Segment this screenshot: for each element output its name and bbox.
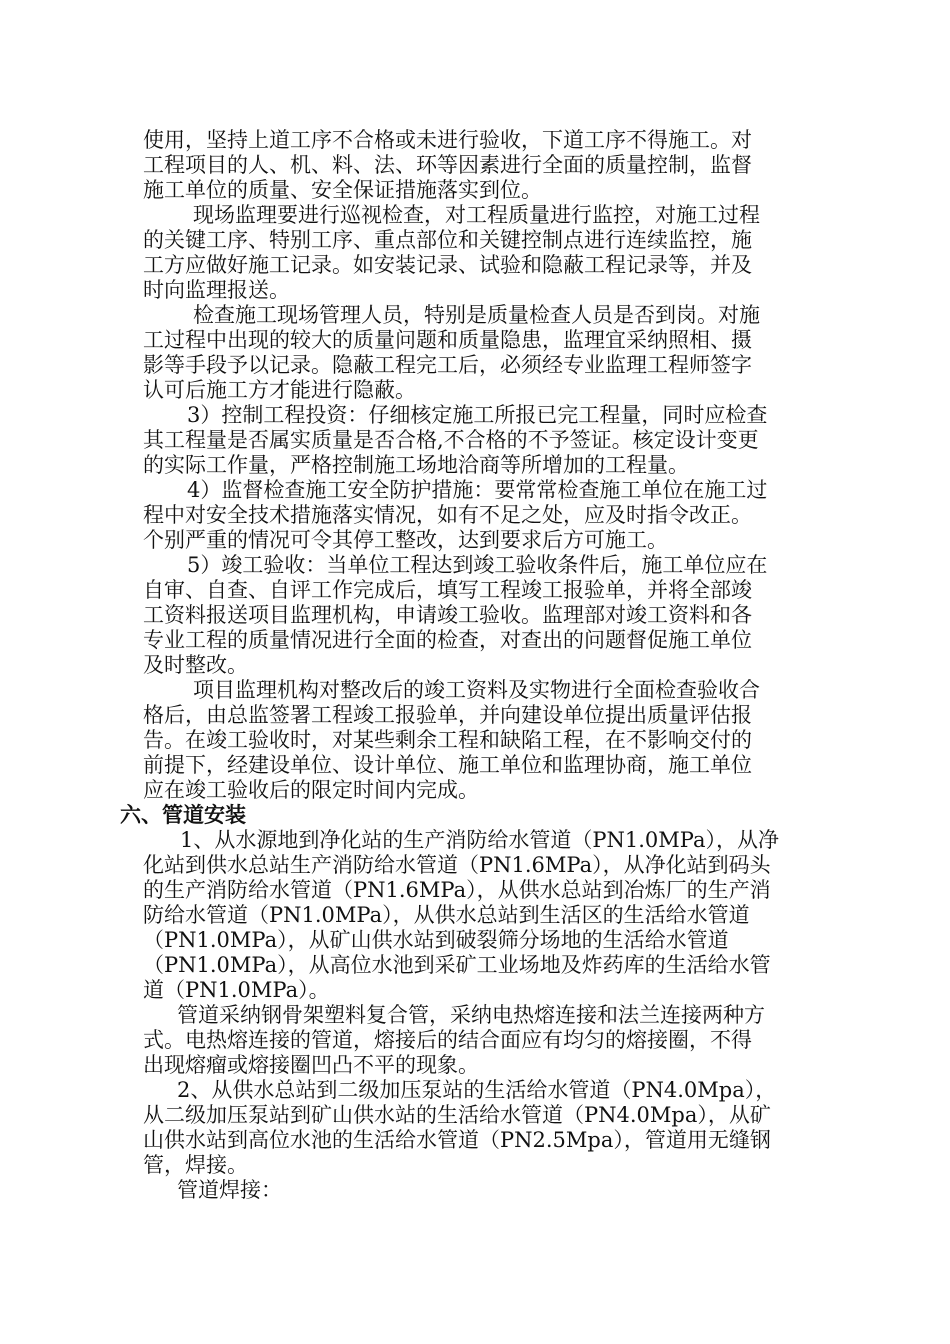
body-text-line: 2、从供水总站到二级加压泵站的生活给水管道（PN4.0Mpa）， [177, 1078, 777, 1102]
body-text-line: 化站到供水总站生产消防给水管道（PN1.6MPa），从净化站到码头 [143, 853, 771, 877]
body-text-line: 的生产消防给水管道（PN1.6MPa），从供水总站到冶炼厂的生产消 [143, 878, 771, 902]
body-text-line: 道（PN1.0MPa）。 [143, 978, 330, 1002]
body-text-line: 4）监督检查施工安全防护措施：要常常检查施工单位在施工过 [187, 478, 768, 502]
body-text-line: 项目监理机构对整改后的竣工资料及实物进行全面检查验收合 [193, 678, 760, 702]
body-text-line: 使用，坚持上道工序不合格或未进行验收，下道工序不得施工。对 [143, 128, 752, 152]
body-text-line: 工资料报送项目监理机构，申请竣工验收。监理部对竣工资料和各 [143, 603, 752, 627]
body-text-line: 从二级加压泵站到矿山供水站的生活给水管道（PN4.0Mpa），从矿 [143, 1103, 771, 1127]
body-text-line: 5）竣工验收：当单位工程达到竣工验收条件后，施工单位应在 [187, 553, 768, 577]
body-text-line: 出现熔瘤或熔接圈凹凸不平的现象。 [143, 1053, 479, 1077]
body-text-line: 的关键工序、特别工序、重点部位和关键控制点进行连续监控，施 [143, 228, 752, 252]
body-text-line: 及时整改。 [143, 653, 248, 677]
section-heading: 六、管道安装 [120, 803, 246, 827]
body-text-line: 时向监理报送。 [143, 278, 290, 302]
body-text-line: 防给水管道（PN1.0MPa），从供水总站到生活区的生活给水管道 [143, 903, 750, 927]
body-text-line: 个别严重的情况可令其停工整改，达到要求后方可施工。 [143, 528, 668, 552]
body-text-line: 专业工程的质量情况进行全面的检查，对查出的问题督促施工单位 [143, 628, 752, 652]
body-text-line: 应在竣工验收后的限定时间内完成。 [143, 778, 479, 802]
body-text-line: 的实际工作量，严格控制施工场地洽商等所增加的工程量。 [143, 453, 689, 477]
body-text-line: 山供水站到高位水池的生活给水管道（PN2.5Mpa），管道用无缝钢 [143, 1128, 771, 1152]
body-text-line: 管道采纳钢骨架塑料复合管，采纳电热熔连接和法兰连接两种方 [177, 1003, 765, 1027]
body-text-line: 管，焊接。 [143, 1153, 248, 1177]
body-text-line: 现场监理要进行巡视检查，对工程质量进行监控，对施工过程 [193, 203, 760, 227]
body-text-line: 工过程中出现的较大的质量问题和质量隐患，监理宜采纳照相、摄 [143, 328, 752, 352]
body-text-line: 自审、自查、自评工作完成后，填写工程竣工报验单，并将全部竣 [143, 578, 752, 602]
body-text-line: 认可后施工方才能进行隐蔽。 [143, 378, 416, 402]
body-text-line: 管道焊接： [177, 1178, 282, 1202]
body-text-line: 工程项目的人、机、料、法、环等因素进行全面的质量控制，监督 [143, 153, 752, 177]
body-text-line: 前提下，经建设单位、设计单位、施工单位和监理协商，施工单位 [143, 753, 752, 777]
body-text-line: 式。电热熔连接的管道，熔接后的结合面应有均匀的熔接圈，不得 [143, 1028, 752, 1052]
body-text-line: 检查施工现场管理人员，特别是质量检查人员是否到岗。对施 [193, 303, 760, 327]
body-text-line: 1、从水源地到净化站的生产消防给水管道（PN1.0MPa），从净 [180, 828, 779, 852]
body-text-line: 其工程量是否属实质量是否合格,不合格的不予签证。核定设计变更 [143, 428, 759, 452]
body-text-line: 施工单位的质量、安全保证措施落实到位。 [143, 178, 542, 202]
body-text-line: 影等手段予以记录。隐蔽工程完工后，必须经专业监理工程师签字 [143, 353, 752, 377]
body-text-line: 3）控制工程投资：仔细核定施工所报已完工程量，同时应检查 [187, 403, 768, 427]
body-text-line: （PN1.0MPa），从矿山供水站到破裂筛分场地的生活给水管道 [143, 928, 729, 952]
body-text-line: 格后，由总监签署工程竣工报验单，并向建设单位提出质量评估报 [143, 703, 752, 727]
body-text-line: （PN1.0MPa），从高位水池到采矿工业场地及炸药库的生活给水管 [143, 953, 771, 977]
body-text-line: 工方应做好施工记录。如安装记录、试验和隐蔽工程记录等，并及 [143, 253, 752, 277]
body-text-line: 告。在竣工验收时，对某些剩余工程和缺陷工程，在不影响交付的 [143, 728, 752, 752]
body-text-line: 程中对安全技术措施落实情况，如有不足之处，应及时指令改正。 [143, 503, 752, 527]
